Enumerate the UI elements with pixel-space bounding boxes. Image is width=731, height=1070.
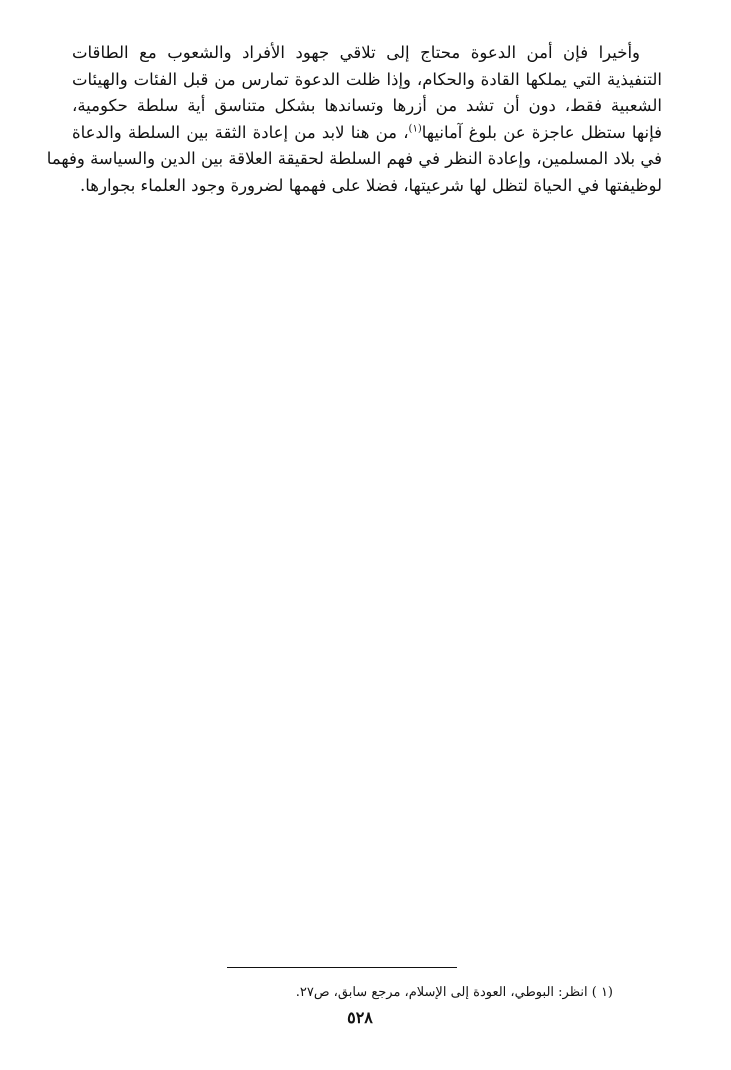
paragraph-line-4-end: ، من هنا لابد من إعادة الثقة بين السلطة والدعاة — [72, 122, 409, 142]
footnote-reference: (١) — [408, 123, 422, 134]
paragraph-line-4 — [72, 120, 662, 147]
paragraph-line-5: في بلاد المسلمين، وإعادة النظر في فهم السلطة لحقيقة العلاقة بين الدين والسياسة وفهما — [46, 149, 662, 168]
paragraph-line-4-start: فإنها ستظل عاجزة عن بلوغ آمانيها — [421, 122, 662, 142]
footnote-separator — [227, 967, 457, 968]
paragraph-line-1: وأخيرا فإن أمن الدعوة محتاج إلى تلاقي جهود الأفراد والشعوب مع الطاقات — [72, 43, 640, 62]
footnote: (١ ) انظر: البوطي، العودة إلى الإسلام، مرجع سابق، ص٢٧. — [295, 985, 613, 1000]
paragraph-line-2: التنفيذية التي يملكها القادة والحكام، وإذا ظلت الدعوة تمارس من قبل الفئات والهيئات — [72, 69, 662, 89]
body-paragraph — [46, 40, 662, 199]
paragraph-line-6: لوظيفتها في الحياة لتظل لها شرعيتها، فضلا على فهمها لضرورة وجود العلماء بجوارها. — [80, 175, 662, 195]
page-number: ٥٢٨ — [347, 1008, 373, 1027]
paragraph-line-3: الشعبية فقط، دون أن تشد من أزرها وتساندها بشكل متناسق أية سلطة حكومية، — [72, 96, 662, 115]
